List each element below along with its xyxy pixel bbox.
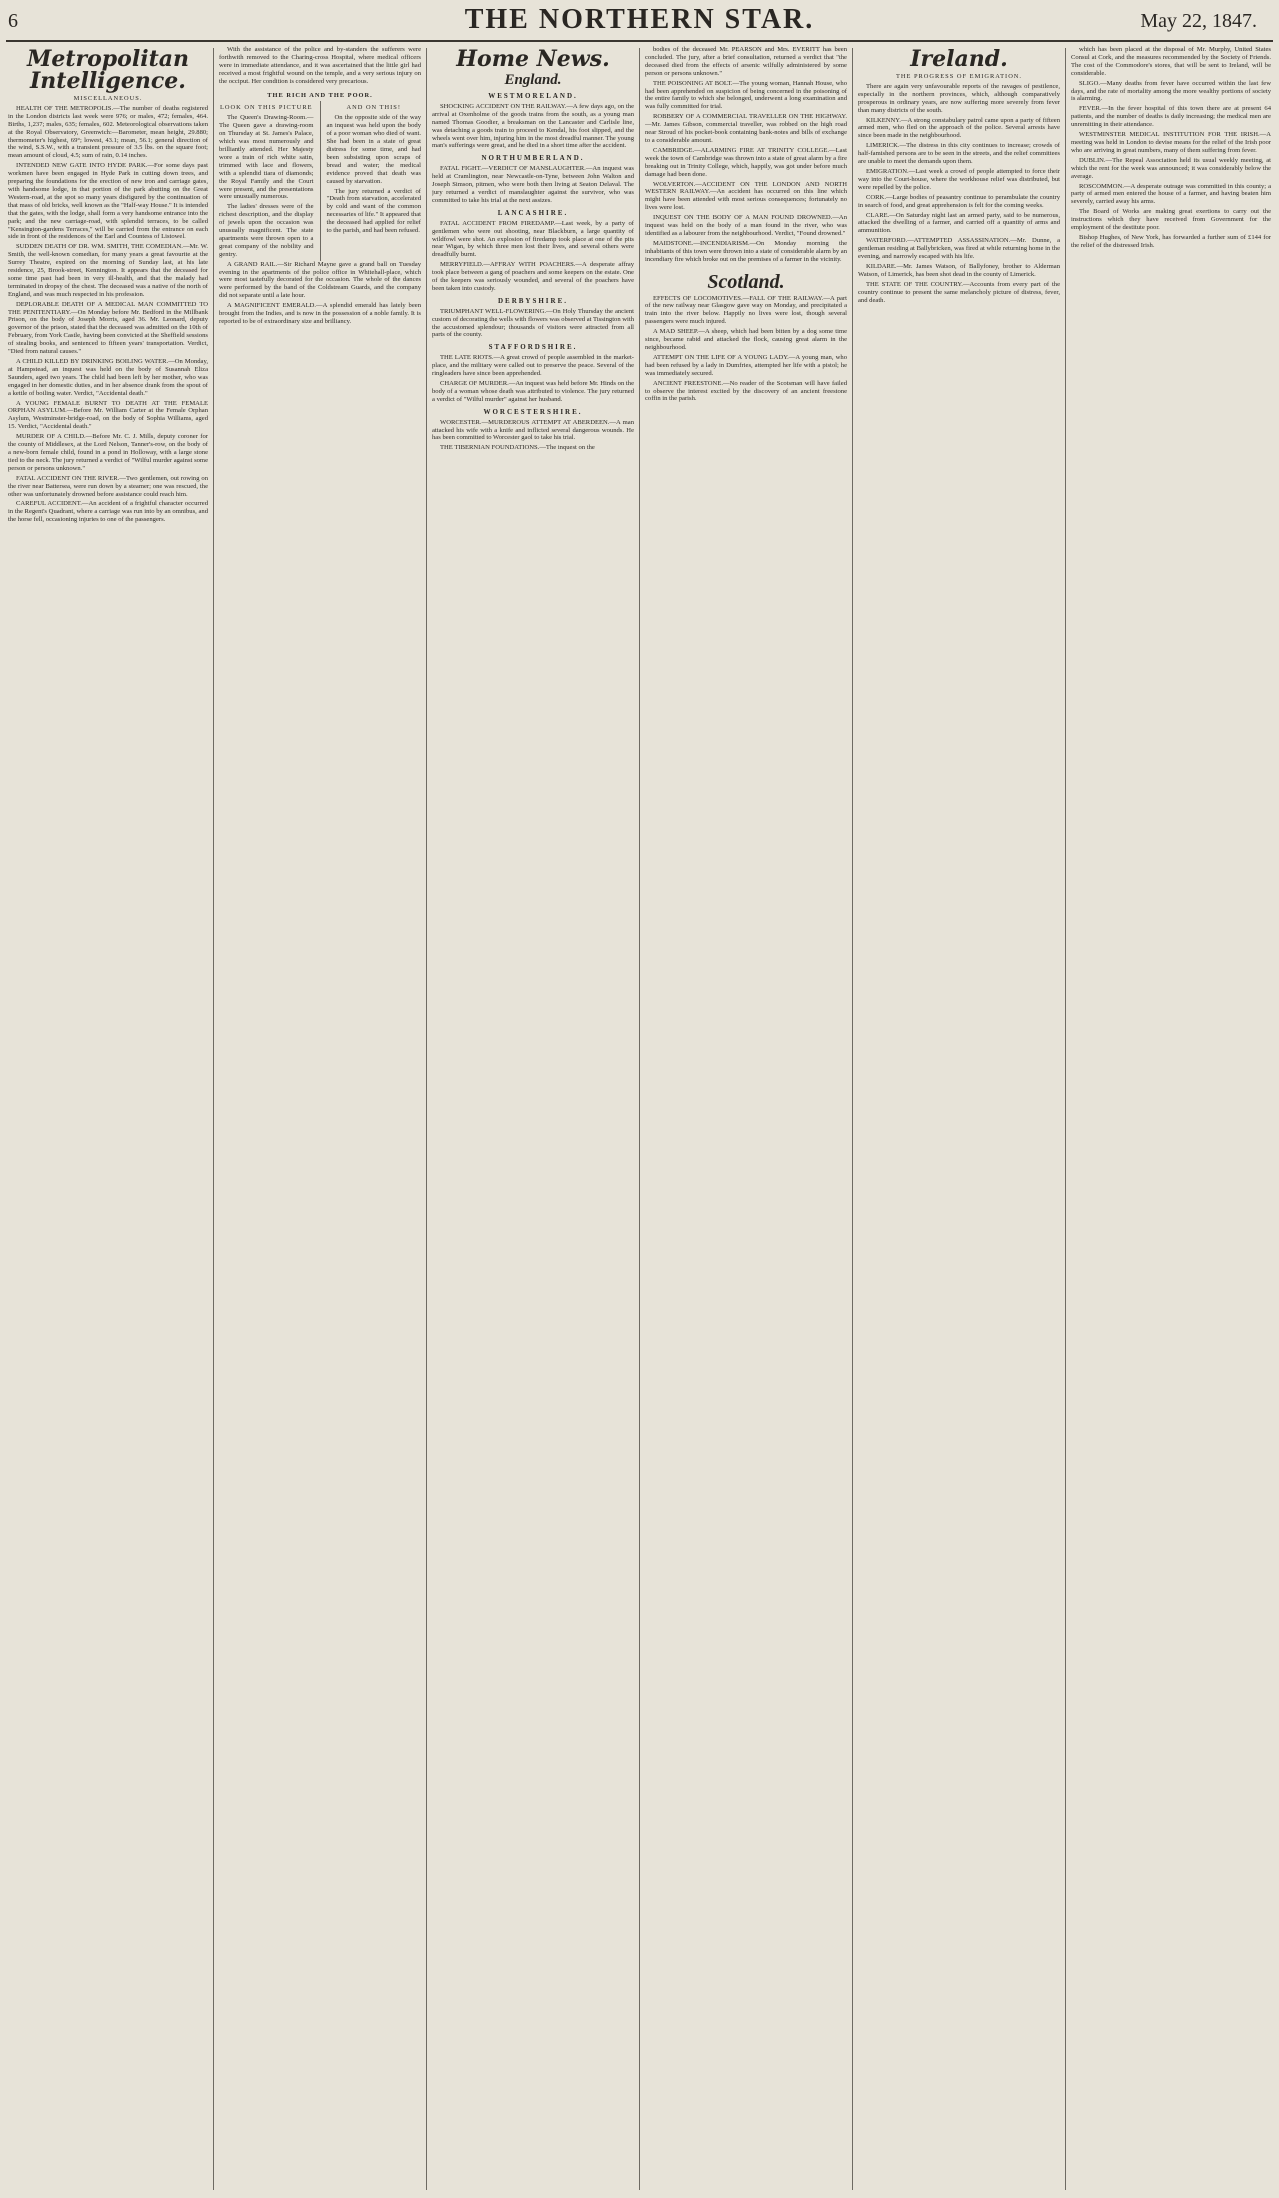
article-paragraph: FATAL ACCIDENT FROM FIREDAMP.—Last week, by a party of gentlemen who were out shooting, near Blackburn, a large quantity of wildfowl were shot. An explosion of firedamp took place at one of the pits near Wigan, by which three men lost their lives, and several others were dreadfully burnt. (432, 219, 634, 259)
article-paragraph: WORCESTER.—MURDEROUS ATTEMPT AT ABERDEEN.—A man attacked his wife with a knife and inflicted several dangerous wounds. He has been committed to Worcester gaol to take his trial. (432, 418, 634, 442)
page-number: 6 (8, 10, 18, 32)
col2-articles (219, 46, 421, 86)
rich-column (219, 101, 314, 260)
article-paragraph: A GRAND RAIL.—Sir Richard Mayne gave a grand ball on Tuesday evening in the apartments of the police office in Whitehall-place, which were most tastefully decorated for the occasion. The whole of the dances were performed by the band of the Coldstream Guards, and the company did not separate until a late hour. (219, 260, 421, 300)
article-paragraph: A MAGNIFICENT EMERALD.—A splendid emerald has lately been brought from the Indies, and is now in the possession of a noble family. It is reported to be of extraordinary size and brilliancy. (219, 302, 421, 325)
column-1 (8, 46, 208, 2190)
article-paragraph: TRIUMPHANT WELL-FLOWERING.—On Holy Thursday the ancient custom of decorating the wells with flowers was observed at Tissington with the accustomed splendour; thousands of visitors were attracted from all parts of the county. (432, 307, 634, 339)
subhead-emigration: THE PROGRESS OF EMIGRATION. (895, 73, 1023, 80)
article-paragraph: The Board of Works are making great exertions to carry out the instructions which they have received from Government for the employment of the destitute poor. (1071, 208, 1271, 232)
article-paragraph: SHOCKING ACCIDENT ON THE RAILWAY.—A few days ago, on the arrival at Oxenholme of the goods trains from the south, as a young man named Thomas Goodier, a breaksman on the Lancaster and Carlisle line, was detaching a goods train to proceed to Kendal, his foot slipped, and the wheels went over him, injuring him in the most dreadful manner. The young man's sufferings were great, and he died in a short time after the accident. (432, 102, 634, 150)
article-paragraph: DUBLIN.—The Repeal Association held its usual weekly meeting, at which the rent for the week was announced; it was considerably below the average. (1071, 156, 1271, 180)
article-paragraph: WATERFORD.—ATTEMPTED ASSASSINATION.—Mr. Dunne, a gentleman residing at Ballybricken, was fired at while returning home in the evening, and narrowly escaped with his life. (858, 237, 1060, 261)
column-5 (858, 46, 1060, 2190)
article-paragraph: LIMERICK.—The distress in this city continues to increase; crowds of half-famished persons are to be seen in the streets, and the relief committees are unable to meet the demands upon them. (858, 142, 1060, 166)
article-paragraph: CAMBRIDGE.—ALARMING FIRE AT TRINITY COLLEGE.—Last week the town of Cambridge was thrown into a state of great alarm by a fire breaking out in Trinity College, which, happily, was got under before much damage had been done. (645, 146, 847, 178)
region-heading: STAFFORDSHIRE. (488, 343, 578, 352)
rich-poor-divider (320, 101, 321, 260)
article-paragraph: Bishop Hughes, of New York, has forwarded a further sum of £144 for the relief of the distressed Irish. (1071, 233, 1271, 249)
issue-date: May 22, 1847. (1140, 10, 1257, 32)
region-heading: DERBYSHIRE. (497, 296, 569, 305)
article-paragraph: FATAL ACCIDENT ON THE RIVER.—Two gentlemen, out rowing on the river near Battersea, were run down by a steamer; one was rescued, the other was unfortunately drowned before assistance could reach him. (8, 474, 208, 498)
article-paragraph: FEVER.—In the fever hospital of this town there are at present 64 patients, and the number of deaths is daily increasing; the medical men are unremitting in their attendance. (1071, 105, 1271, 129)
article-paragraph: KILKENNY.—A strong constabulary patrol came upon a party of fifteen armed men, who fled on the approach of the police. Several arrests have since been made in the neighbourhood. (858, 116, 1060, 140)
article-paragraph: CLARE.—On Saturday night last an armed party, said to be numerous, attacked the dwelling of a farmer, and carried off a quantity of arms and ammunition. (858, 211, 1060, 235)
article-paragraph: which has been placed at the disposal of Mr. Murphy, United States Consul at Cork, and the measures recommended by the Society of Friends. The cost of the Commodore's stores, that will be sent to Ireland, will be considerable. (1071, 46, 1271, 77)
column-divider (213, 48, 214, 2190)
article-paragraph: ROSCOMMON.—A desperate outrage was committed in this county; a party of armed men entered the house of a farmer, and having beaten him severely, carried away his arms. (1071, 182, 1271, 206)
article-paragraph: On the opposite side of the way an inquest was held upon the body of a poor woman who died of want. She had been in a state of great distress for some time, and had been subsisting upon scraps of bread and water; the medical evidence proved that death was caused by starvation. (326, 114, 421, 185)
region-heading: WORCESTERSHIRE. (483, 407, 583, 416)
article-paragraph: A CHILD KILLED BY DRINKING BOILING WATER.—On Monday, at Hampstead, an inquest was held on the body of Susannah Eliza Saunders, aged two years. The child had been left by her mother, who was engaged in her domestic duties, and in her absence drank from the spout of a kettle of boiling water. Verdict, "Accidental death." (8, 358, 208, 397)
subhead-miscellaneous: MISCELLANEOUS. (73, 95, 143, 102)
article-paragraph: EFFECTS OF LOCOMOTIVES.—FALL OF THE RAILWAY.—A part of the new railway near Glasgow gave way on Monday, and precipitated a train into the river below. Happily no lives were lost, though several passengers were much injured. (645, 294, 847, 326)
article-paragraph: bodies of the deceased Mr. PEARSON and Mrs. EVERITT has been concluded. The jury, after a brief consultation, returned a verdict that "the deceased died from the effects of arsenic wilfully administered by some person or persons unknown." (645, 46, 847, 77)
section-title-ireland: Ireland. (910, 46, 1008, 72)
article-paragraph: DEPLORABLE DEATH OF A MEDICAL MAN COMMITTED TO THE PENITENTIARY.—On Monday before Mr. Bedford in the Millbank Prison, on the body of Joseph Morris, aged 36. Mr. Leonard, deputy governor of the prison, stated that the deceased was admitted on the 10th of February, from York Castle, having been convicted at the Sheffield sessions of stealing books, and sentenced to fifteen years' transportation. Verdict, "Died from natural causes." (8, 300, 208, 356)
country-heading-england: England. (504, 72, 562, 88)
article-paragraph: SUDDEN DEATH OF DR. WM. SMITH, THE COMEDIAN.—Mr. W. Smith, the well-known comedian, for many years a great favourite at the Surrey Theatre, expired on the morning of Sunday last, at his late residence, 25, Brook-street, Kennington. It appears that the deceased for some time past had been in very ill-health, and that the malady had terminated in dropsy of the chest. The deceased was a native of the north of England, and was much respected in his profession. (8, 243, 208, 298)
article-paragraph: A YOUNG FEMALE BURNT TO DEATH AT THE FEMALE ORPHAN ASYLUM.—Before Mr. William Carter at the Female Orphan Asylum, Westminster-bridge-road, on the body of Sophia Williams, aged 15. Verdict, "Accidental death." (8, 399, 208, 431)
section-title-scotland: Scotland. (707, 270, 785, 293)
article-paragraph: ATTEMPT ON THE LIFE OF A YOUNG LADY.—A young man, who had been refused by a lady in Dumfries, attempted her life with a pistol; he was immediately secured. (645, 353, 847, 377)
article-paragraph: CHARGE OF MURDER.—An inquest was held before Mr. Hinds on the body of a woman whose death was attributed to violence. The jury returned a verdict of "Wilful murder" against her husband. (432, 380, 634, 403)
masthead-rule (6, 40, 1273, 42)
column-4 (645, 46, 847, 2190)
article-paragraph: With the assistance of the police and by-standers the sufferers were forthwith removed to the Charing-cross Hospital, where medical officers were in immediate attendance, and it was ascertained that the little girl had received a most frightful wound on the temple, and a very serious injury on the occiput. Her condition is considered very precarious. (219, 46, 421, 85)
column-3 (432, 46, 634, 2190)
article-paragraph: KILDARE.—Mr. James Watson, of Ballyfoney, brother to Alderman Watson, of Limerick, has been shot dead in the county of Limerick. (858, 262, 1060, 278)
article-paragraph: WESTMINSTER MEDICAL INSTITUTION FOR THE IRISH.—A meeting was held in London to devise means for the relief of the Irish poor who are arriving in great numbers, many of them suffering from fever. (1071, 131, 1271, 154)
article-paragraph: SLIGO.—Many deaths from fever have occurred within the last few days, and the rate of mortality among the more wealthy portions of society is alarming. (1071, 79, 1271, 103)
column-6 (1071, 46, 1271, 2190)
article-paragraph: MAIDSTONE.—INCENDIARISM.—On Monday morning the inhabitants of this town were thrown into a state of considerable alarm by an incendiary fire which broke out on the premises of a farmer in the vicinity. (645, 239, 847, 263)
col4-articles (645, 46, 847, 264)
column-divider (852, 48, 853, 2190)
article-paragraph: The jury returned a verdict of "Death from starvation, accelerated by cold and want of the common necessaries of life." It appeared that the deceased had applied for relief to the parish, and had been refused. (326, 187, 421, 235)
col2-more-articles (219, 261, 421, 326)
masthead (0, 0, 1279, 42)
article-paragraph: THE STATE OF THE COUNTRY.—Accounts from every part of the country continue to present the same melancholy picture of distress, fever, and death. (858, 280, 1060, 304)
rich-poor-title: THE RICH AND THE POOR. (267, 91, 373, 99)
article-paragraph: CAREFUL ACCIDENT.—An accident of a frightful character occurred in the Regent's Quadrant, where a carriage was run into by an omnibus, and the horse fell, occasioning injuries to one of the passengers. (8, 500, 208, 524)
article-paragraph: FATAL FIGHT.—VERDICT OF MANSLAUGHTER.—An inquest was held at Cramlington, near Newcastle-on-Tyne, between John Walton and Joseph Simson, pitmen, who were both then living at Seaton Delaval. The jury returned a verdict of manslaughter against the survivor, who was committed to take his trial at the next assizes. (432, 165, 634, 204)
col3-tailnote: THE TIBERNIAN FOUNDATIONS.—The inquest on the (440, 444, 595, 452)
column-divider (1065, 48, 1066, 2190)
poor-column-head: AND ON THIS! (346, 104, 401, 112)
article-paragraph: WOLVERTON.—ACCIDENT ON THE LONDON AND NORTH WESTERN RAILWAY.—An accident has occurred on this line which might have been attended with most serious consequences; fortunately no lives were lost. (645, 180, 847, 212)
region-heading: WESTMORELAND. (488, 92, 578, 100)
article-paragraph: INQUEST ON THE BODY OF A MAN FOUND DROWNED.—An inquest was held on the body of a man found in the river, who was identified as a labourer from the neighbourhood. Verdict, "Found drowned." (645, 214, 847, 237)
rich-poor-columns (219, 101, 421, 260)
article-paragraph: INTENDED NEW GATE INTO HYDE PARK.—For some days past workmen have been engaged in Hyde Park in cutting down trees, and preparing the foundations for the erection of new iron and carriage gates, with handsome lodge, in that portion of the park abutting on the Great Western-road, at the spot so many years disfigured by the continuation of that mass of old bricks, well known as the "Half-way House." It is intended that the gates, with the lodge, shall form a very handsome entrance into the park; and the new carriage-road, with splendid terraces, to be called "Kensington-gardens Terraces," will be carried from the entrance on each side in front of the residences of the Earl and Countess of Listowel. (8, 162, 208, 241)
column-divider (639, 48, 640, 2190)
region-heading: NORTHUMBERLAND. (481, 154, 585, 163)
article-paragraph: THE LATE RIOTS.—A great crowd of people assembled in the market-place, and the military were called out to preserve the peace. Several of the ringleaders have since been apprehended. (432, 354, 634, 378)
section-title-metropolitan: Metropolitan Intelligence. (27, 46, 189, 94)
article-paragraph: EMIGRATION.—Last week a crowd of people attempted to force their way into the Court-house, where the workhouse relief was distributed, but were repelled by the police. (858, 167, 1060, 191)
article-paragraph: The ladies' dresses were of the richest description, and the display of jewels upon the occasion was unusually magnificent. The state apartments were thrown open to a great company of the nobility and gentry. (219, 203, 314, 258)
col6-articles (1071, 46, 1271, 250)
column-divider (426, 48, 427, 2190)
article-paragraph: HEALTH OF THE METROPOLIS.—The number of deaths registered in the London districts last week were 976; or males, 472; females, 464. Births, 1,237; males, 635; females, 602. Meteorological observations taken at the Royal Observatory, Greenwich:—Barometer, mean height, 29.880; thermometer's highest, 69°; lowest, 43.1; mean, 56.1; general direction of the wind, S.S.W., with a transient pressure of 3.5 lbs. on the square foot; mean amount of cloud, 4.5; sum of rain, 0.14 inches. (8, 104, 208, 160)
article-paragraph: MERRYFIELD.—AFFRAY WITH POACHERS.—A desperate affray took place between a gang of poachers and some keepers on the estate. One of the keepers was seriously wounded, and several of the poachers have been taken into custody. (432, 261, 634, 292)
col3-articles (432, 93, 634, 442)
article-paragraph: There are again very unfavourable reports of the ravages of pestilence, especially in the northern provinces, which, although comparatively prosperous in ordinary years, are now suffering more severely from fever than many districts of the south. (858, 82, 1060, 114)
section-title-home-news: Home News. (456, 46, 610, 72)
col1-articles (8, 105, 208, 524)
newspaper-title: THE NORTHERN STAR. (464, 4, 815, 35)
article-paragraph: A MAD SHEEP.—A sheep, which had been bitten by a dog some time since, became rabid and attacked the flock, causing great alarm in the neighbourhood. (645, 328, 847, 351)
article-paragraph: THE POISONING AT BOLT.—The young woman, Hannah House, who had been apprehended on suspicion of being concerned in the poisoning of the entire family to which she belonged, underwent a long examination and was fully committed for trial. (645, 79, 847, 111)
article-paragraph: The Queen's Drawing-Room.—The Queen gave a drawing-room on Thursday at St. James's Palace, which was most numerously and brilliantly attended. Her Majesty wore a train of rich white satin, trimmed with lace and flowers, with a splendid tiara of diamonds; the Royal Family and the Court were present, and the presentations were unusually numerous. (219, 114, 314, 201)
region-heading: LANCASHIRE. (497, 208, 569, 217)
scotland-articles (645, 295, 847, 404)
article-paragraph: ROBBERY OF A COMMERCIAL TRAVELLER ON THE HIGHWAY.—Mr. James Gibson, commercial traveller, was robbed on the high road near Stroud of his pocket-book containing bank-notes and bills of exchange to a considerable amount. (645, 113, 847, 144)
article-paragraph: CORK.—Large bodies of peasantry continue to perambulate the country in search of food, and great apprehension is felt for the coming weeks. (858, 193, 1060, 209)
rich-column-head: LOOK ON THIS PICTURE (220, 104, 313, 112)
article-paragraph: ANCIENT FREESTONE.—No reader of the Scotsman will have failed to observe the interest excited by the discovery of an ancient freestone coffin in the parish. (645, 379, 847, 403)
column-2 (219, 46, 421, 2190)
poor-column (327, 101, 422, 260)
article-paragraph: MURDER OF A CHILD.—Before Mr. C. J. Mills, deputy coroner for the county of Middlesex, at the Lord Nelson, Tanner's-row, on the body of a new-born female child, found in a pond in Holloway, with a large stone tied to the neck. The jury returned a verdict of "Wilful murder against some person or persons unknown." (8, 433, 208, 472)
col5-articles (858, 83, 1060, 305)
